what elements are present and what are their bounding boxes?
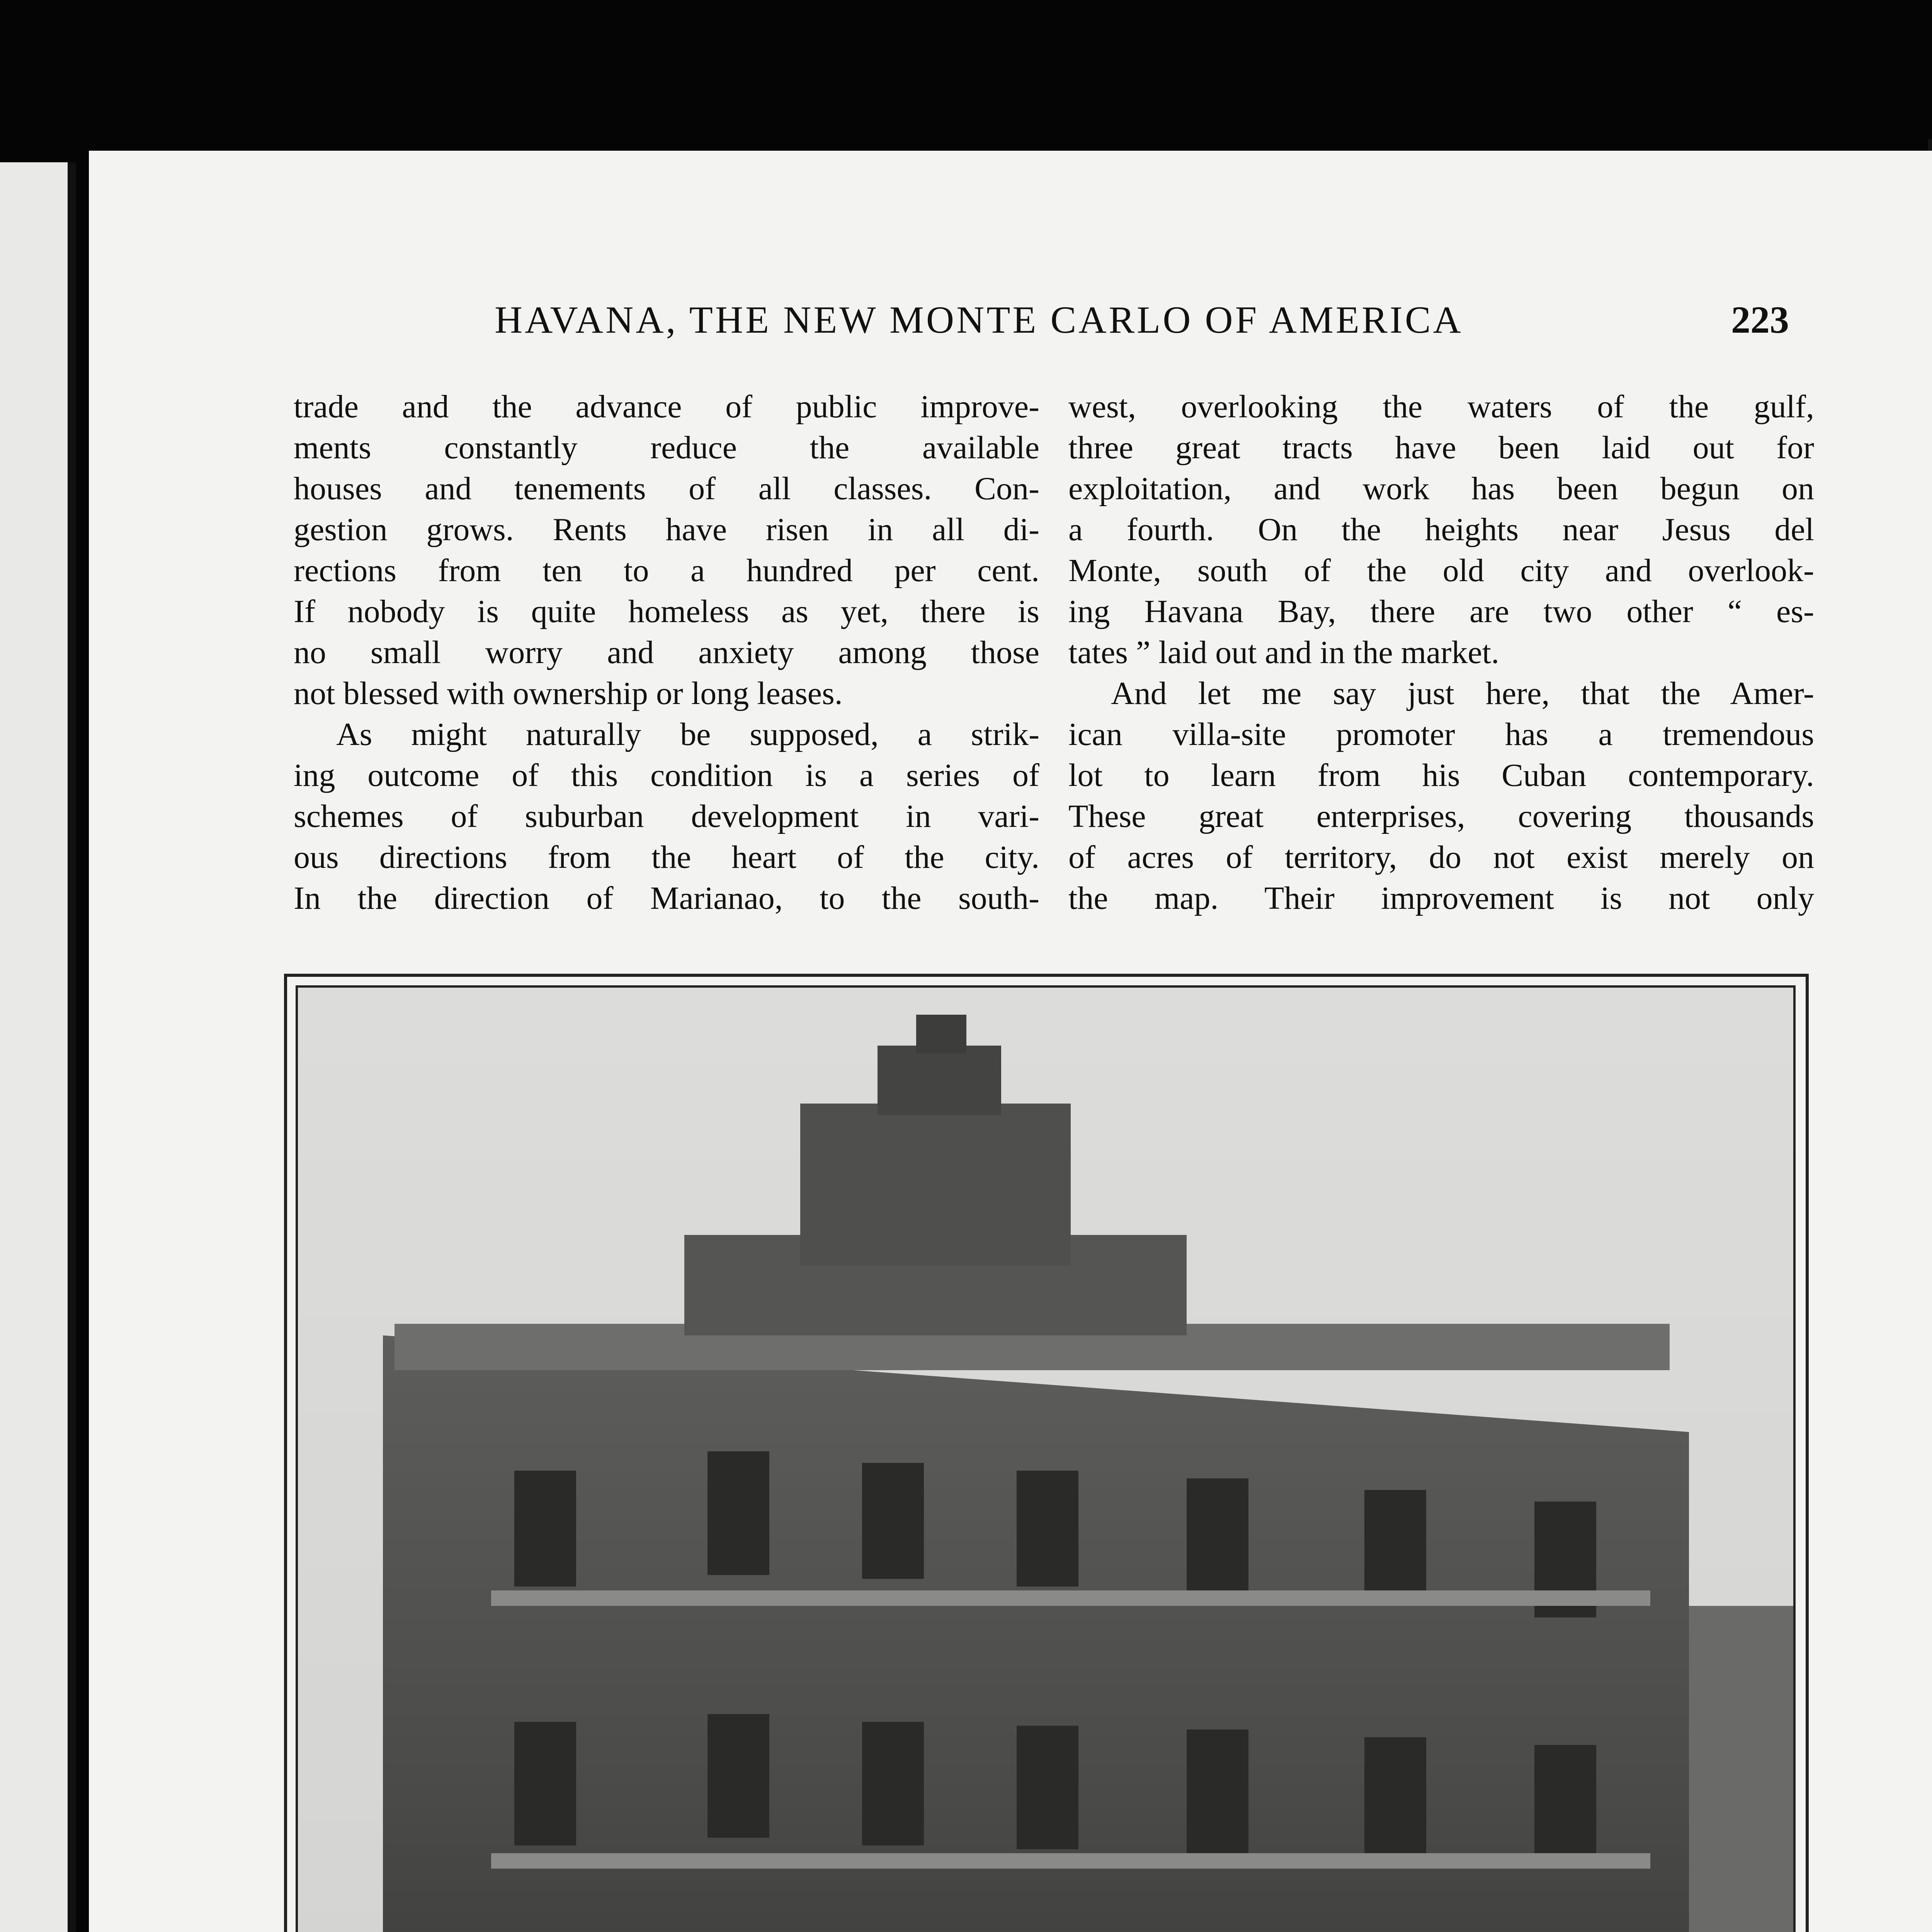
text-line: rections from ten to a hundred per cent. — [294, 553, 1039, 588]
mansion-photograph — [298, 988, 1793, 1932]
text-line: These great enterprises, covering thousands — [1068, 798, 1814, 834]
text-line: three great tracts have been laid out for — [1068, 430, 1814, 466]
text-line: ing outcome of this condition is a series of — [294, 757, 1039, 793]
facing-page-edge — [0, 162, 76, 1932]
photo-frame — [284, 974, 1809, 1932]
text-line: ments constantly reduce the available — [294, 430, 1039, 466]
text-line: ing Havana Bay, there are two other “ es- — [1068, 594, 1814, 629]
text-column-left — [294, 386, 1039, 919]
text-line: no small worry and anxiety among those — [294, 634, 1039, 670]
text-line: In the direction of Marianao, to the south- — [294, 880, 1039, 916]
text-line: ican villa-site promoter has a tremendous — [1068, 716, 1814, 752]
text-line: not blessed with ownership or long leases. — [294, 675, 843, 711]
text-line: the map. Their improvement is not only — [1068, 880, 1814, 916]
text-line: schemes of suburban development in vari- — [294, 798, 1039, 834]
page-number: 223 — [1731, 298, 1789, 341]
text-line: ous directions from the heart of the city. — [294, 839, 1039, 875]
running-title: HAVANA, THE NEW MONTE CARLO OF AMERICA — [495, 298, 1463, 341]
text-line: gestion grows. Rents have risen in all di- — [294, 512, 1039, 548]
text-line: tates ” laid out and in the market. — [1068, 634, 1499, 670]
text-line: trade and the advance of public improve- — [294, 389, 1039, 425]
text-line: houses and tenements of all classes. Con- — [294, 471, 1039, 507]
text-line: lot to learn from his Cuban contemporary. — [1068, 757, 1814, 793]
text-line: of acres of territory, do not exist merely on — [1068, 839, 1814, 875]
text-column-right — [1068, 386, 1814, 919]
photo-inner-border — [296, 985, 1796, 1932]
text-line: exploitation, and work has been begun on — [1068, 471, 1814, 507]
text-line: west, overlooking the waters of the gulf, — [1068, 389, 1814, 425]
text-line: And let me say just here, that the Amer- — [1111, 675, 1814, 711]
text-line: As might naturally be supposed, a strik- — [336, 716, 1039, 752]
text-line: a fourth. On the heights near Jesus del — [1068, 512, 1814, 548]
text-line: Monte, south of the old city and overlook- — [1068, 553, 1814, 588]
text-line: If nobody is quite homeless as yet, there is — [294, 594, 1039, 629]
